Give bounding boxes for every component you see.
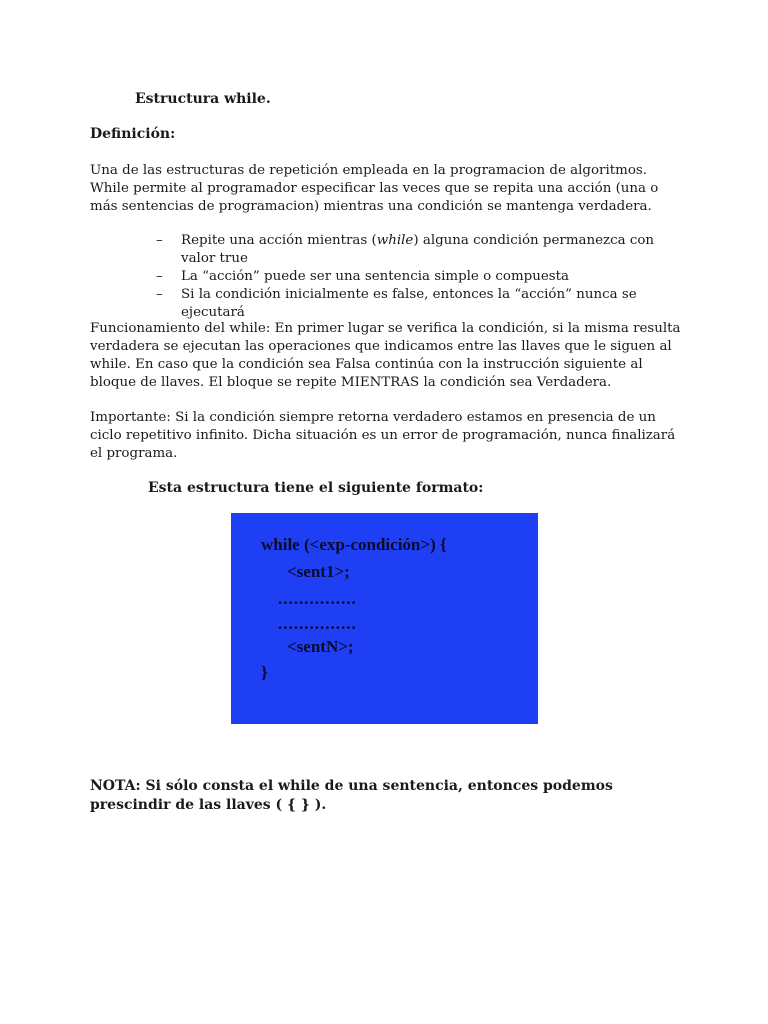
bullet-dash: – bbox=[156, 233, 163, 248]
bullet-dash: – bbox=[156, 269, 163, 284]
list-item bbox=[156, 286, 676, 322]
bullet-text: La “acción” puede ser una sentencia simple o compuesta bbox=[181, 269, 570, 284]
bullet-text-after: ) alguna condición permanezca con valor true bbox=[181, 233, 655, 266]
code-line: <sent1>; bbox=[287, 562, 350, 581]
list-item bbox=[156, 268, 676, 286]
bullet-text-italic: while bbox=[376, 233, 414, 248]
code-line: ............... bbox=[278, 589, 357, 608]
list-item bbox=[156, 232, 676, 268]
definition-heading: Definición: bbox=[90, 126, 176, 142]
format-heading: Esta estructura tiene el siguiente formato: bbox=[148, 480, 484, 496]
definition-paragraph: Una de las estructuras de repetición empleada en la programacion de algoritmos. While permite al programador especificar las veces que se repita una acción (una o más sentencias de programacion) mientras una condición se mantenga verdadera. bbox=[90, 163, 659, 214]
code-line: ............... bbox=[278, 614, 357, 633]
bullet-dash: – bbox=[156, 287, 163, 302]
page-title: Estructura while. bbox=[135, 91, 271, 107]
code-syntax-figure bbox=[231, 513, 538, 724]
bullet-text-before: Repite una acción mientras ( bbox=[181, 233, 377, 248]
nota-paragraph: NOTA: Si sólo consta el while de una sentencia, entonces podemos prescindir de las llaves ( { } ). bbox=[90, 778, 613, 813]
code-line: <sentN>; bbox=[287, 637, 354, 656]
bullet-text: Si la condición inicialmente es false, entonces la “acción” nunca se ejecutará bbox=[181, 287, 637, 320]
code-line: } bbox=[261, 663, 268, 682]
bullet-list bbox=[156, 232, 676, 322]
code-line: while (<exp-condición>) { bbox=[261, 535, 447, 554]
funcionamiento-paragraph: Funcionamiento del while: En primer lugar se verifica la condición, si la misma resulta verdadera se ejecutan las operaciones que indicamos entre las llaves que le siguen al while. En caso que la condición sea Falsa continúa con la instrucción siguiente al bloque de llaves. El bloque se repite MIENTRAS la condición sea Verdadera. bbox=[90, 321, 681, 390]
importante-paragraph: Importante: Si la condición siempre retorna verdadero estamos en presencia de un ciclo repetitivo infinito. Dicha situación es un error de programación, nunca finalizará el programa. bbox=[90, 410, 676, 461]
